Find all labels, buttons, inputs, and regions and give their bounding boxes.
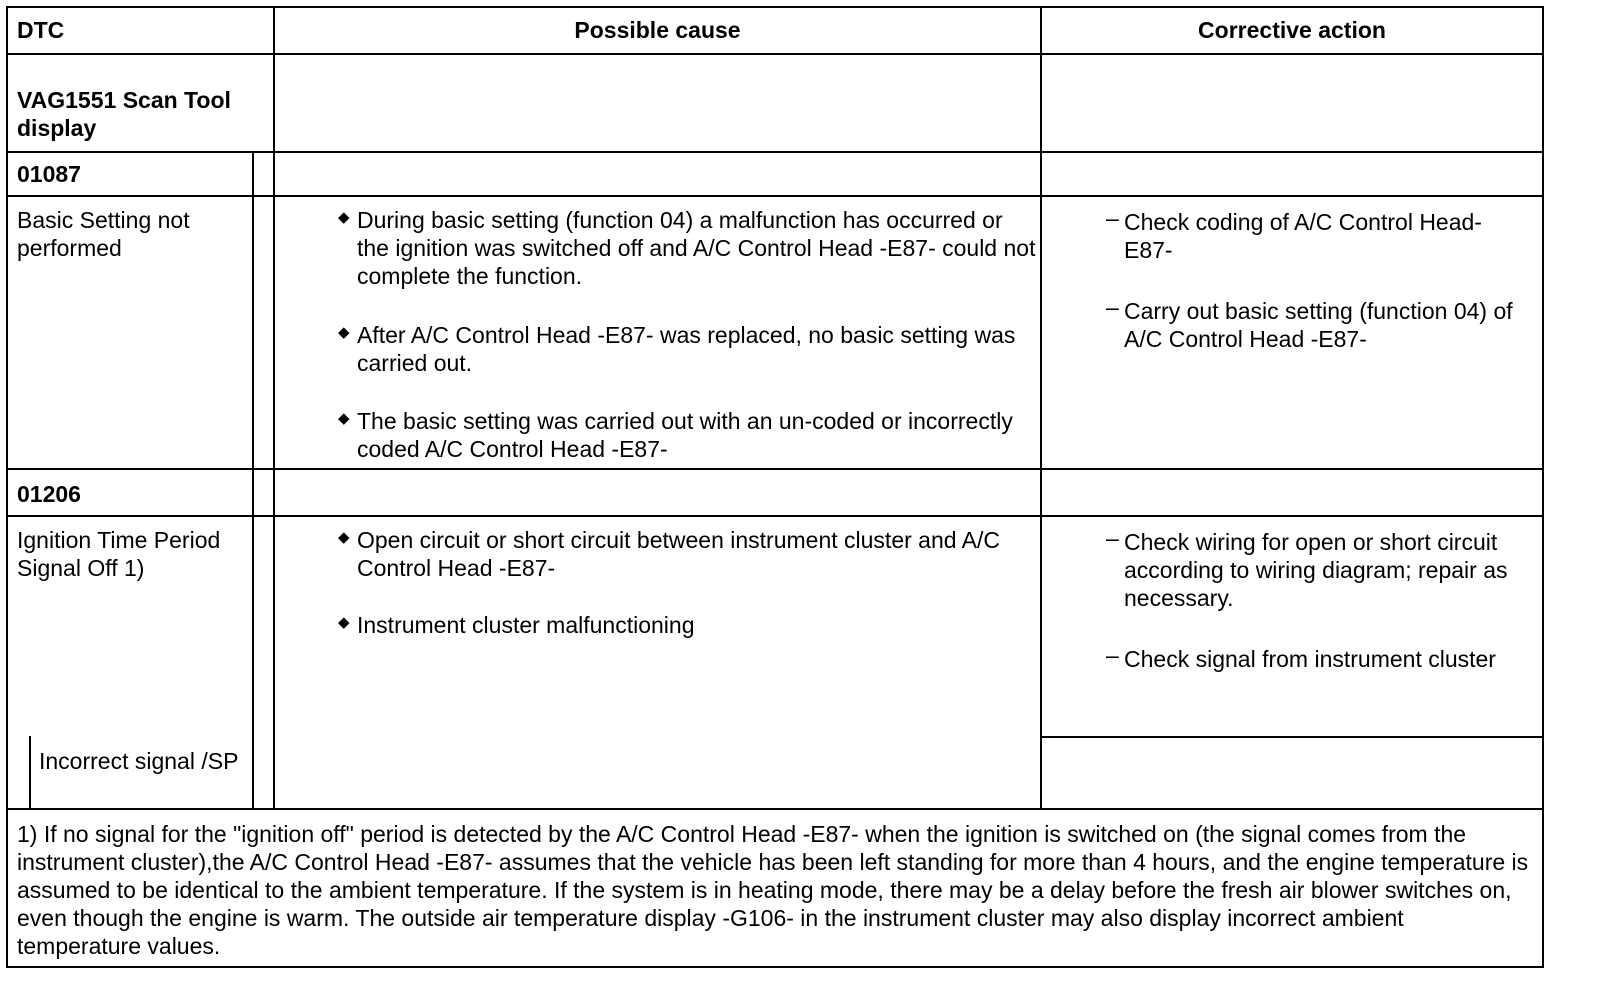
bullet-icon: ◆ (338, 410, 350, 427)
dtc-table (6, 6, 1544, 968)
divider (8, 468, 1542, 470)
action-item: – Check coding of A/C Control Head-E87- (1106, 205, 1482, 263)
cause-item: ◆ Open circuit or short circuit between instrument cluster and A/C Control Head -E87- (357, 526, 1037, 582)
dash-icon: – (1106, 525, 1119, 551)
dtc-sub-description: Incorrect signal /SP (39, 748, 239, 774)
divider (1040, 736, 1542, 738)
bullet-icon: ◆ (338, 209, 350, 226)
header-corrective-action: Corrective action (1198, 17, 1386, 43)
cause-item: ◆ After A/C Control Head -E87- was replaced, no basic setting was carried out. (357, 321, 1037, 377)
dash-icon: – (1106, 205, 1119, 231)
action-item: – Carry out basic setting (function 04) of A/C Control Head -E87- (1106, 294, 1513, 352)
action-item: – Check wiring for open or short circuit according to wiring diagram; repair as necessary. (1106, 525, 1508, 611)
cause-item: ◆ The basic setting was carried out with an un-coded or incorrectly coded A/C Control Head -E87- (357, 407, 1037, 463)
bullet-icon: ◆ (338, 324, 350, 341)
dash-icon: – (1106, 294, 1119, 320)
cause-item: ◆ During basic setting (function 04) a malfunction has occurred or the ignition was switched off and A/C Control Head -E87- could not complete the function. (357, 206, 1037, 290)
cause-item: ◆ Instrument cluster malfunctioning (357, 611, 1037, 639)
action-item: – Check signal from instrument cluster (1106, 642, 1496, 672)
header-dtc: DTC (17, 17, 65, 43)
divider (1040, 8, 1042, 810)
scan-tool-label: VAG1551 Scan Tool display (17, 87, 231, 141)
dtc-description: Basic Setting not performed (17, 207, 190, 261)
dash-icon: – (1106, 642, 1119, 668)
divider (8, 515, 1542, 517)
bullet-icon: ◆ (338, 614, 350, 631)
bullet-icon: ◆ (338, 529, 350, 546)
divider (252, 151, 254, 810)
divider (8, 53, 1542, 55)
header-possible-cause: Possible cause (574, 17, 741, 43)
divider (29, 736, 31, 810)
dtc-code: 01087 (17, 161, 81, 187)
divider (8, 195, 1542, 197)
footnote: 1) If no signal for the "ignition off" period is detected by the A/C Control Head -E87- when the ignition is switched on (the signal comes from the instrument cluster),the A/C Control Head -E87- assumes that the vehicle has been left standing for more than 4 hours, and the engine temperature is assumed to be identical to the ambient temperature. If the system is in heating mode, there may be a delay before the fresh air blower switches on, even though the engine is warm. The outside air temperature display -G106- in the instrument cluster may also display incorrect ambient temperature values. (17, 821, 1529, 959)
dtc-description: Ignition Time Period Signal Off 1) (17, 527, 221, 581)
divider (273, 8, 275, 810)
divider (8, 808, 1542, 810)
divider (8, 151, 1542, 153)
dtc-code: 01206 (17, 481, 81, 507)
